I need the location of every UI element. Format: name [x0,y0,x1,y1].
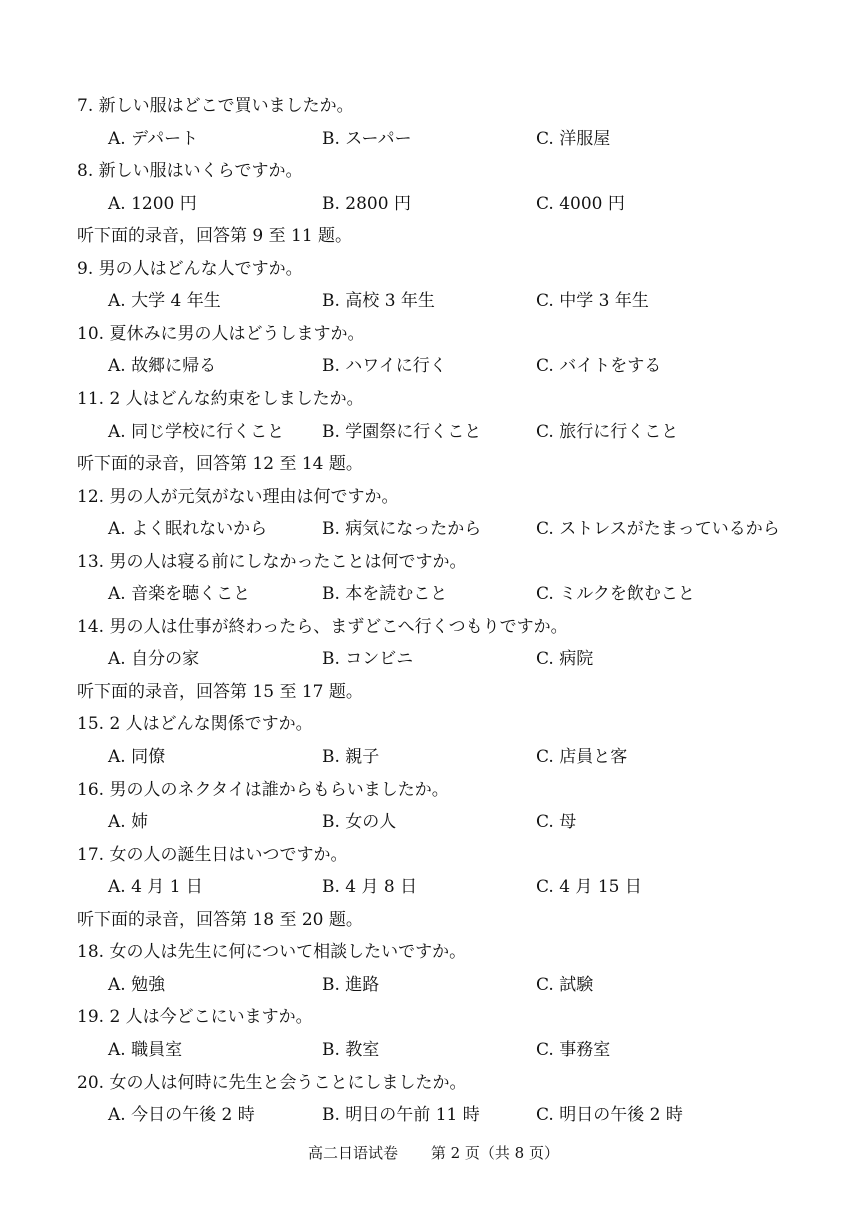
section-instruction [0,448,867,480]
question-line [0,481,867,513]
question-text: 7. 新しい服はどこで買いましたか。 [77,96,354,116]
answer-options [0,188,867,220]
option-a: A. 勉強 [108,974,166,995]
answer-options [0,1099,867,1131]
option-c: C. 店員と客 [536,747,628,767]
section-instruction [0,904,867,936]
page-footer [0,1138,867,1168]
option-b: B. 親子 [322,747,380,767]
option-b: B. 教室 [322,1039,380,1060]
question-text: 8. 新しい服はいくらですか。 [77,161,303,182]
answer-options [0,578,867,610]
option-b: B. 進路 [322,974,380,995]
option-c: C. ミルクを飲むこと [536,584,695,605]
option-a: A. 同じ学校に行くこと [108,421,285,442]
option-b: B. 高校 3 年生 [322,291,435,312]
question-text: 12. 男の人が元気がない理由は何ですか。 [77,486,399,507]
question-line [0,253,867,285]
question-text: 13. 男の人は寝る前にしなかったことは何ですか。 [77,551,467,572]
question-line [0,90,867,122]
question-line [0,1001,867,1033]
option-a: A. 故郷に帰る [108,356,217,377]
instruction-text: 听下面的录音，回答第 18 至 20 题。 [77,909,363,930]
option-c: C. 旅行に行くこと [536,421,679,442]
option-a: A. よく眠れないから [108,519,268,540]
option-b: B. 4 月 8 日 [322,877,418,898]
answer-options [0,513,867,545]
instruction-text: 听下面的录音，回答第 12 至 14 题。 [77,454,363,474]
answer-options [0,350,867,382]
footer-exam-title: 高二日语试卷 [308,1144,399,1162]
option-a: A. 音楽を聴くこと [108,584,251,605]
question-text: 17. 女の人の誕生日はいつですか。 [77,844,348,865]
answer-options [0,741,867,773]
question-text: 19. 2 人は今どこにいますか。 [77,1007,313,1028]
option-b: B. 病気になったから [322,519,482,540]
answer-options [0,285,867,317]
question-line [0,774,867,806]
option-b: B. 2800 円 [322,193,411,214]
answer-options [0,643,867,675]
option-c: C. バイトをする [536,356,662,377]
option-c: C. 試験 [536,974,594,995]
question-text: 20. 女の人は何時に先生と会うことにしましたか。 [77,1072,467,1093]
answer-options [0,123,867,155]
option-a: A. 今日の午後 2 時 [108,1105,255,1125]
option-c: C. 中学 3 年生 [536,291,649,312]
answer-options [0,806,867,838]
option-a: A. デパート [108,128,199,149]
option-a: A. 大学 4 年生 [108,291,221,312]
question-line [0,318,867,350]
instruction-text: 听下面的录音，回答第 15 至 17 题。 [77,681,363,702]
answer-options [0,871,867,903]
question-text: 10. 夏休みに男の人はどうしますか。 [77,323,365,344]
option-c: C. 4000 円 [536,193,625,214]
question-text: 11. 2 人はどんな約束をしましたか。 [77,388,364,409]
option-b: B. 学園祭に行くこと [322,421,482,442]
question-line [0,383,867,415]
question-line [0,611,867,643]
option-b: B. スーパー [322,128,412,149]
option-a: A. 姉 [108,812,149,833]
option-a: A. 1200 円 [108,193,197,214]
answer-options [0,1034,867,1066]
option-c: C. ストレスがたまっているから [536,519,780,540]
option-a: A. 自分の家 [108,649,200,670]
question-line [0,1067,867,1099]
option-b: B. 本を読むこと [322,584,448,605]
option-a: A. 職員室 [108,1039,183,1060]
option-b: B. コンビニ [322,649,414,670]
question-line [0,839,867,871]
answer-options [0,416,867,448]
option-c: C. 洋服屋 [536,128,611,149]
question-text: 14. 男の人は仕事が終わったら、まずどこへ行くつもりですか。 [77,616,568,637]
option-a: A. 4 月 1 日 [108,877,203,898]
option-c: C. 4 月 15 日 [536,877,642,898]
footer-page-number: 第 2 页（共 8 页） [430,1144,559,1162]
question-text: 9. 男の人はどんな人ですか。 [77,258,303,279]
question-text: 15. 2 人はどんな関係ですか。 [77,714,313,735]
option-b: B. ハワイに行く [322,356,447,377]
option-c: C. 母 [536,812,577,833]
section-instruction [0,220,867,252]
option-a: A. 同僚 [108,747,166,767]
question-line [0,155,867,187]
section-instruction [0,676,867,708]
answer-options [0,969,867,1001]
option-c: C. 病院 [536,649,594,670]
option-c: C. 事務室 [536,1039,611,1060]
question-line [0,546,867,578]
instruction-text: 听下面的录音，回答第 9 至 11 题。 [77,226,353,247]
question-text: 16. 男の人のネクタイは誰からもらいましたか。 [77,779,449,800]
option-b: B. 明日の午前 11 時 [322,1105,480,1125]
question-text: 18. 女の人は先生に何について相談したいですか。 [77,942,467,963]
option-b: B. 女の人 [322,812,397,833]
question-line [0,936,867,968]
option-c: C. 明日の午後 2 時 [536,1105,683,1125]
question-line [0,708,867,740]
